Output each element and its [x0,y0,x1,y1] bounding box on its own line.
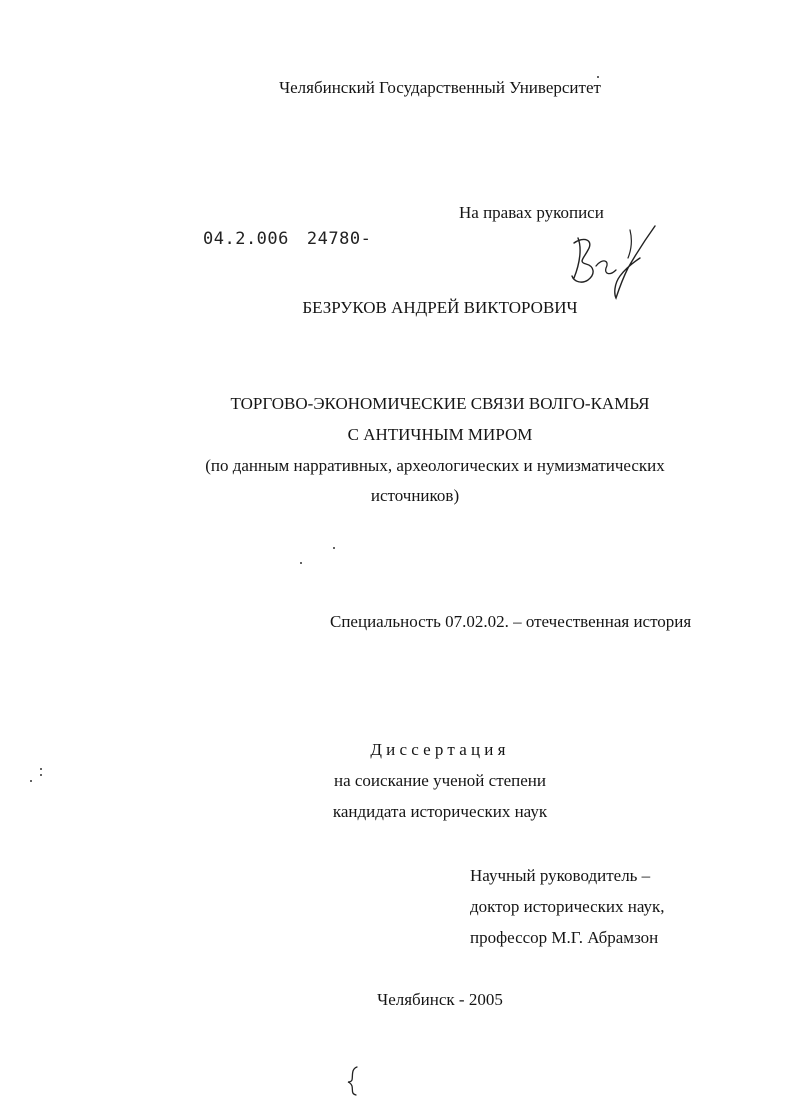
scan-speck [597,76,599,78]
library-stamp [203,229,371,249]
specialty-line: Специальность 07.02.02. – отечественная история [330,612,692,631]
dissertation-label: Диссертация [370,740,510,759]
scan-speck [333,547,335,549]
scan-speck [30,780,32,782]
manuscript-rights-note: На правах рукописи [459,203,604,222]
brace-mark [345,1066,361,1096]
university-name: Челябинский Государственный Университет [279,78,601,97]
author-signature [560,218,670,303]
supervisor-name: профессор М.Г. Абрамзон [470,928,659,947]
supervisor-degree: доктор исторических наук, [470,897,665,916]
author-name: БЕЗРУКОВ АНДРЕЙ ВИКТОРОВИЧ [302,298,578,317]
thesis-subtitle-line1: (по данным нарративных, археологических и нумизматических [205,456,665,475]
stamp-date: 04.2.006 [203,229,289,249]
scan-speck [40,768,42,770]
scan-speck [40,774,42,776]
thesis-title-line2: С АНТИЧНЫМ МИРОМ [347,425,533,444]
supervisor-title: Научный руководитель – [470,866,651,885]
scan-speck [300,562,302,564]
degree-line1: на соискание ученой степени [333,771,547,790]
thesis-subtitle-line2: источников) [370,486,460,505]
stamp-number: 24780- [306,229,372,249]
city-year: Челябинск - 2005 [377,990,503,1009]
thesis-title-line1: ТОРГОВО-ЭКОНОМИЧЕСКИЕ СВЯЗИ ВОЛГО-КАМЬЯ [230,394,650,413]
degree-line2: кандидата исторических наук [332,802,548,821]
